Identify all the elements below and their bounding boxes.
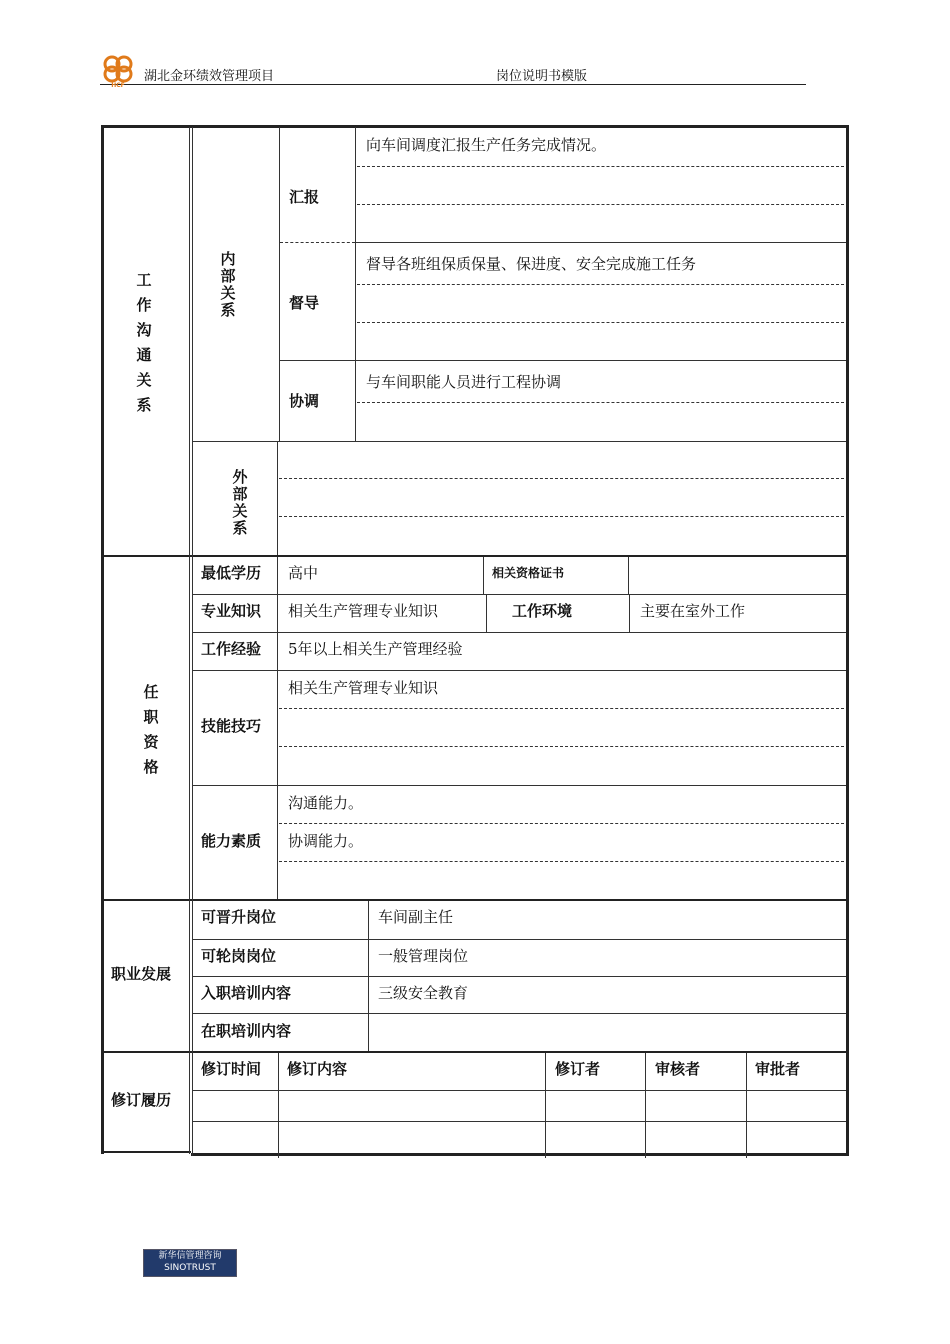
knowledge-label: 专业知识 [201,602,262,620]
sinotrust-logo [143,1249,237,1277]
internal-relations-label: 内部关系 [220,250,236,319]
ability-value: 沟通能力。 [288,794,364,812]
communication-section-label: 工作沟通关系 [136,271,152,414]
revision-column-header: 审核者 [655,1060,701,1078]
revision-section-label: 修订履历 [111,1091,172,1109]
career-section-label: 职业发展 [111,965,172,983]
promotion-label: 可晋升岗位 [201,908,277,926]
ability-value: 协调能力。 [288,832,364,850]
environment-value: 主要在室外工作 [640,602,746,620]
sinotrust-logo-en: SINOTRUST [164,1263,216,1273]
onboarding-training-label: 入职培训内容 [201,984,292,1002]
hcf-logo-icon [100,52,136,88]
certificate-label: 相关资格证书 [492,566,565,580]
coordinate-label: 协调 [289,392,320,410]
promotion-value: 车间副主任 [378,908,454,926]
knowledge-value: 相关生产管理专业知识 [288,602,439,620]
onboarding-training-value: 三级安全教育 [378,984,469,1002]
supervise-label: 督导 [289,294,320,312]
education-value: 高中 [288,564,319,582]
rotation-label: 可轮岗岗位 [201,947,277,965]
environment-label: 工作环境 [512,602,573,620]
coordinate-text: 与车间职能人员进行工程协调 [366,373,562,391]
skills-value: 相关生产管理专业知识 [288,679,439,697]
page-header [100,62,806,88]
ability-label: 能力素质 [201,832,262,850]
revision-column-header: 审批者 [755,1060,801,1078]
report-label: 汇报 [289,188,320,206]
revision-column-header: 修订内容 [287,1060,348,1078]
qualifications-section-label: 任职资格 [143,683,159,776]
revision-column-header: 修订时间 [201,1060,262,1078]
external-relations-label: 外部关系 [232,468,248,537]
skills-label: 技能技巧 [201,717,262,735]
experience-label: 工作经验 [201,640,262,658]
project-name: 湖北金环绩效管理项目 [144,69,275,84]
report-text: 向车间调度汇报生产任务完成情况。 [366,136,607,154]
svg-text:HCF: HCF [111,82,125,88]
supervise-text: 督导各班组保质保量、保进度、安全完成施工任务 [366,255,697,273]
revision-column-header: 修订者 [555,1060,601,1078]
education-label: 最低学历 [201,564,262,582]
onjob-training-label: 在职培训内容 [201,1022,292,1040]
sinotrust-logo-cn: 新华信管理咨询 [158,1251,222,1261]
document-title: 岗位说明书模版 [496,69,588,84]
rotation-value: 一般管理岗位 [378,947,469,965]
experience-value: 5年以上相关生产管理经验 [288,640,463,658]
